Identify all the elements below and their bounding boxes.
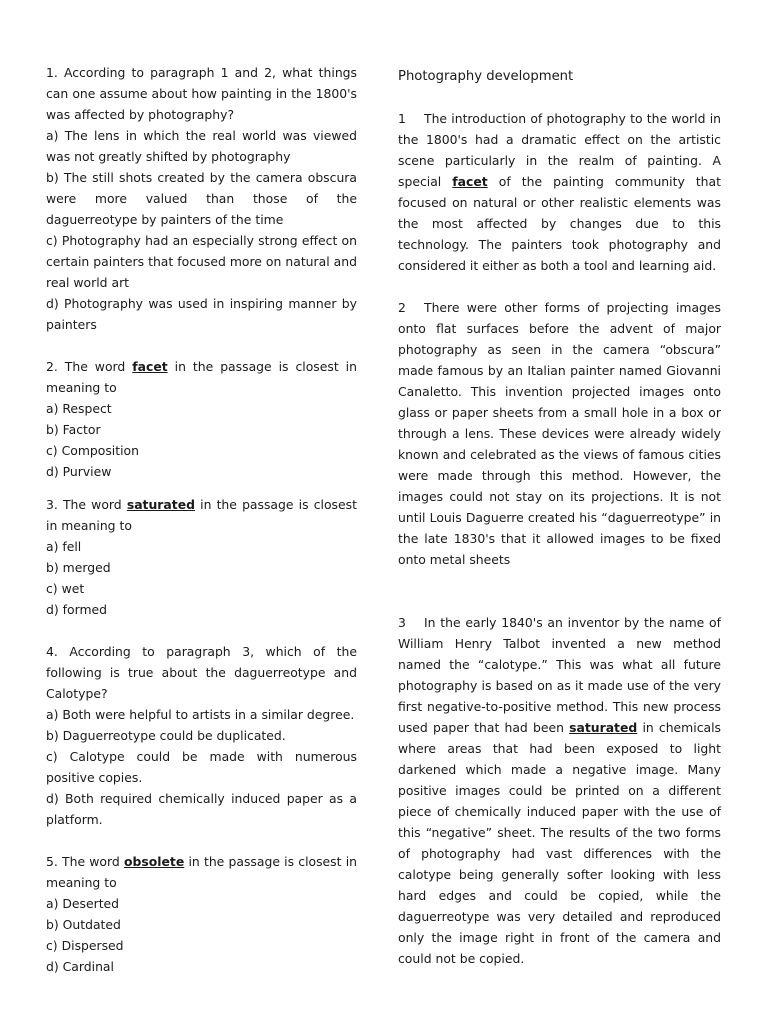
question-text: The word [62, 854, 120, 869]
question-4 [46, 641, 357, 830]
question-5 [46, 851, 357, 977]
option-d: d) formed [46, 602, 108, 617]
question-number: 3. [46, 497, 58, 512]
passage-column [398, 62, 721, 969]
paragraph-text: In the early 1840's an inventor by the name of William Henry Talbot invented a new method named the “calotype.” This was what all future photography is based on as it made use of the very first negative-to-positive method. This new process used paper that had been [398, 615, 721, 735]
question-3-stem [46, 494, 357, 536]
question-text: in the passage is closest in meaning to [46, 497, 357, 533]
option-c: c) Composition [46, 443, 139, 458]
passage-paragraph-1 [398, 108, 721, 276]
passage-paragraph-3 [398, 612, 721, 969]
vocab-word-facet: facet [132, 359, 168, 374]
option-b: b) Factor [46, 422, 101, 437]
question-text: in the passage is closest in meaning to [46, 359, 357, 395]
question-text: According to paragraph 1 and 2, what things can one assume about how painting in the 1800's was affected by photography? [46, 65, 357, 122]
paragraph-text: in chemicals where areas that had been exposed to light darkened which made a negative image. Many positive images could be printed on a different piece of chemically induced paper with the use of this “negative” sheet. The results of the two forms of photography had vast differences with the calotype being generally softer looking with less hard edges and could be copied, while the daguerreotype was very detailed and reproduced only the image right in front of the camera and could not be copied. [398, 720, 721, 966]
question-number: 4. [46, 644, 58, 659]
option-a: a) Both were helpful to artists in a similar degree. [46, 707, 355, 722]
question-4-stem [46, 641, 357, 704]
vocab-word-obsolete: obsolete [123, 854, 185, 869]
option-b: b) Outdated [46, 917, 121, 932]
option-b: b) Daguerreotype could be duplicated. [46, 728, 286, 743]
vocab-word-saturated: saturated [126, 497, 195, 512]
paragraph-text: The introduction of photography to the world in the 1800's had a dramatic effect on the artistic scene particularly in the realm of painting. A special [398, 111, 721, 189]
option-c: c) Photography had an especially strong effect on certain painters that focused more on natural and real world art [46, 233, 357, 290]
option-d: d) Cardinal [46, 959, 114, 974]
vocab-word-facet: facet [452, 174, 488, 189]
questions-column [46, 62, 357, 977]
paragraph-text: of the painting community that focused on natural or other realistic elements was the most affected by changes due to this technology. The painters took photography and considered it either as both a tool and learning aid. [398, 174, 721, 273]
passage-title: Photography development [398, 69, 574, 84]
option-b: b) merged [46, 560, 111, 575]
question-3 [46, 494, 357, 620]
option-c: c) Dispersed [46, 938, 124, 953]
question-text: The word [62, 497, 122, 512]
question-2 [46, 356, 357, 482]
paragraph-text: There were other forms of projecting images onto flat surfaces before the advent of major photography as seen in the camera “obscura” made famous by an Italian painter named Giovanni Canaletto. This invention projected images onto glass or paper sheets from a small hole in a box or through a lens. These devices were already widely known and celebrated as the views of famous cities were made through this method. However, the images could not stay on its projections. It is not until Louis Daguerre created his “daguerreotype” in the late 1830's that it allowed images to be fixed onto metal sheets [398, 300, 721, 567]
question-1-stem [46, 62, 357, 125]
question-text: According to paragraph 3, which of the following is true about the daguerreotype and Calotype? [46, 644, 357, 701]
passage-paragraph-2 [398, 297, 721, 570]
option-a: a) fell [46, 539, 82, 554]
vocab-word-saturated: saturated [569, 720, 638, 735]
question-number: 1. [46, 65, 58, 80]
paragraph-number: 2 [398, 300, 406, 315]
question-2-stem [46, 356, 357, 398]
option-a: a) The lens in which the real world was viewed was not greatly shifted by photography [46, 128, 357, 164]
option-b: b) The still shots created by the camera obscura were more valued than those of the daguerreotype by painters of the time [46, 170, 357, 227]
question-number: 2. [46, 359, 58, 374]
option-d: d) Purview [46, 464, 112, 479]
option-a: a) Respect [46, 401, 112, 416]
option-d: d) Photography was used in inspiring manner by painters [46, 296, 357, 332]
option-d: d) Both required chemically induced paper as a platform. [46, 791, 357, 827]
option-a: a) Deserted [46, 896, 120, 911]
option-c: c) wet [46, 581, 85, 596]
paragraph-number: 1 [398, 111, 406, 126]
question-text: The word [64, 359, 126, 374]
paragraph-number: 3 [398, 615, 406, 630]
question-1 [46, 62, 357, 335]
question-number: 5. [46, 854, 58, 869]
option-c: c) Calotype could be made with numerous positive copies. [46, 749, 357, 785]
question-5-stem [46, 851, 357, 893]
question-text: in the passage is closest in meaning to [46, 854, 357, 890]
